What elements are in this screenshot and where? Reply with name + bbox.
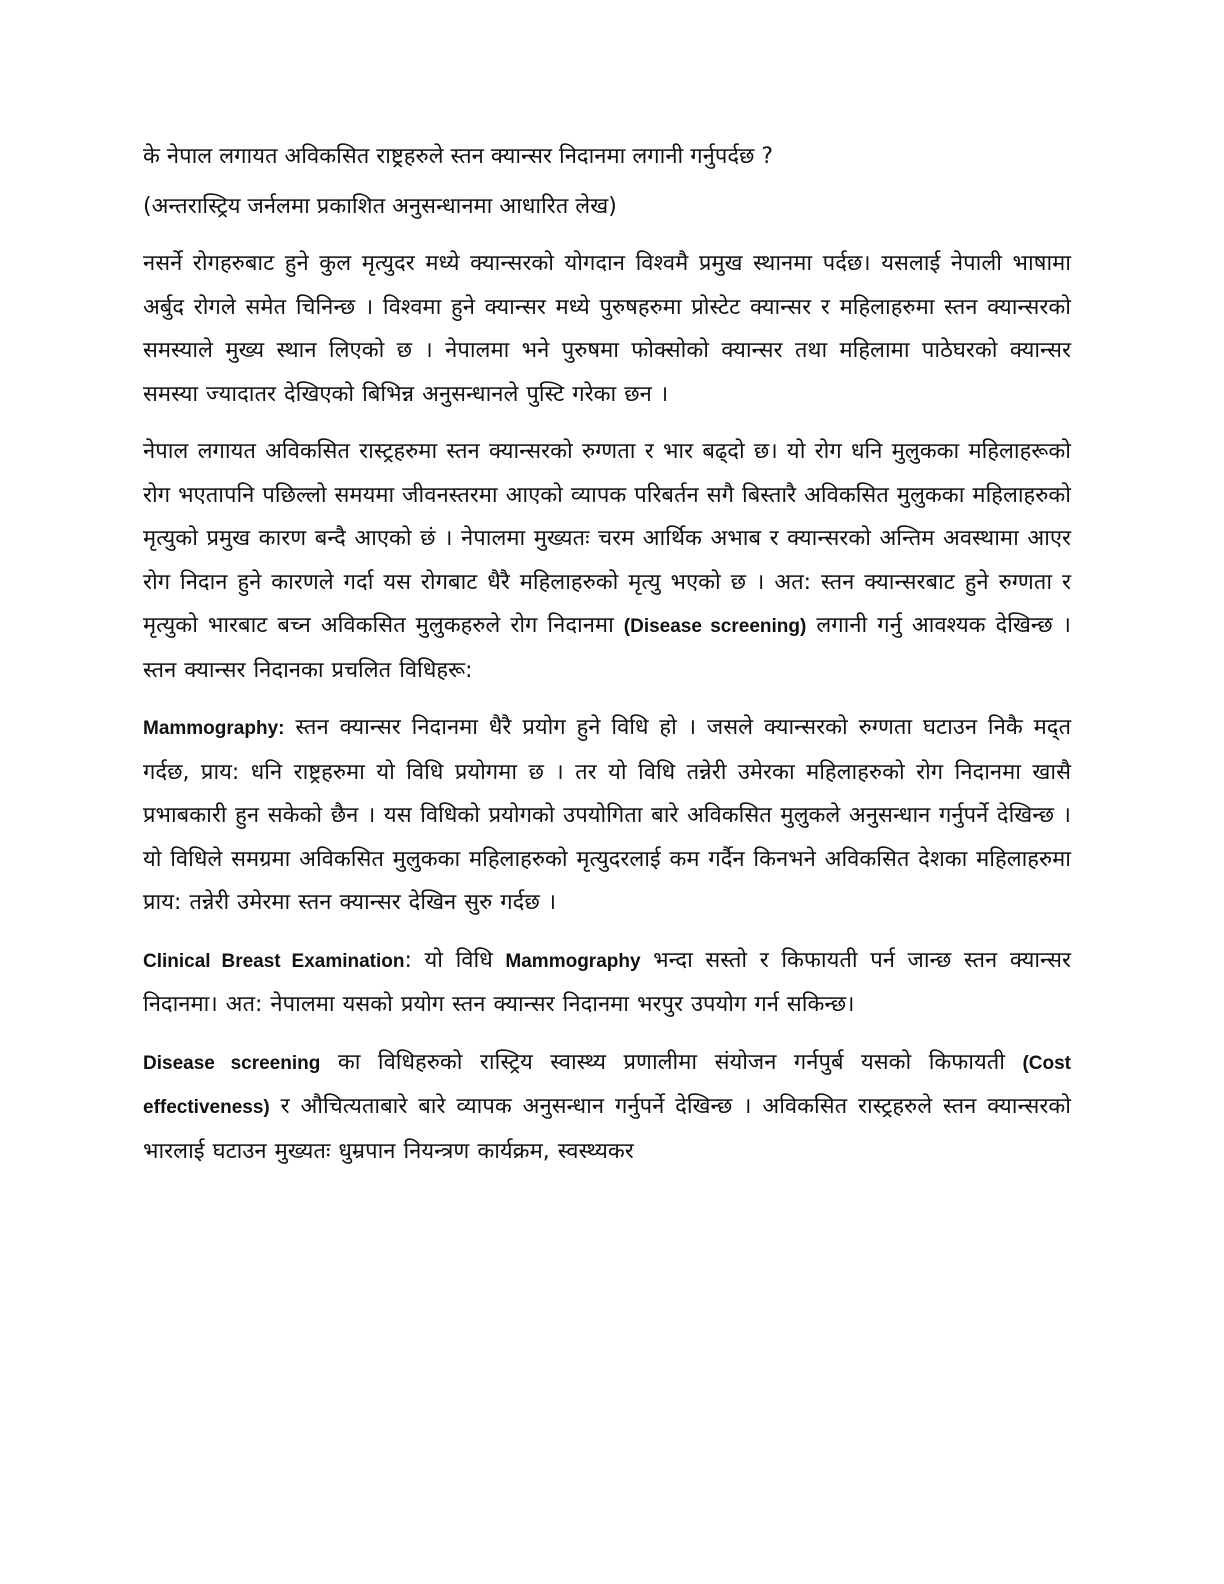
term-cost-effectiveness: (Cost effectiveness) (143, 1052, 1071, 1118)
paragraph-burden-text-b: लगानी गर्नु आवश्यक देखिन्छ । स्तन क्यान्सर निदानका प्रचलित विधिहरू: (143, 613, 1071, 683)
document-title: के नेपाल लगायत अविकसित राष्ट्रहरुले स्तन क्यान्सर निदानमा लगानी गर्नुपर्दछ ? (143, 144, 774, 169)
paragraph-burden-text-a: नेपाल लगायत अविकसित रास्ट्रहरुमा स्तन क्यान्सरको रुग्णता र भार बढ्दो छ। यो रोग धनि मुलुकका महिलाहरूको रोग भएतापनि पछिल्लो समयमा जीवनस्तरमा आएको व्यापक परिबर्तन सगै बिस्तारै अविकसित मुलुकका महिलाहरुको मृत्युको प्रमुख कारण बन्दै आएको छं । नेपालमा मुख्यतः चरम आर्थिक अभाब र क्यान्सरको अन्तिम अवस्थामा आएर रोग निदान हुने कारणले गर्दा यस रोगबाट धैरै महिलाहरुको मृत्यु भएको छ । अत: स्तन क्यान्सरबाट हुने रुग्णता र मृत्युको भारबाट बच्न अविकसित मुलुकहरुले रोग निदानमा (143, 439, 1071, 638)
term-disease-screening: (Disease screening) (623, 616, 807, 637)
paragraph-screening-integration-text-a: का विधिहरुको रास्ट्रिय स्वास्थ्य प्रणालीमा संयोजन गर्नपुर्ब यसको किफायती (337, 1049, 1005, 1075)
term-clinical-breast-examination: Clinical Breast Examination (143, 950, 405, 972)
paragraph-burden (143, 430, 1071, 692)
term-disease-screening-2: Disease screening (143, 1052, 321, 1074)
paragraph-clinical-exam-text-b: भन्दा सस्तो र किफायती पर्न जान्छ स्तन क्यान्सर निदानमा। अत: नेपालमा यसको प्रयोग स्तन क्यान्सर निदानमा भरपुर उपयोग गर्न सकिन्छ। (143, 947, 1072, 1017)
paragraph-screening-integration-text-b: र औचित्यताबारे बारे व्यापक अनुसन्धान गर्नुपर्ने देखिन्छ । अविकसित रास्ट्रहरुले स्तन क्यान्सरको भारलाई घटाउन मुख्यतः धुम्रपान नियन्त्रण कार्यक्रम, स्वस्थ्यकर (143, 1094, 1071, 1164)
paragraph-clinical-exam (143, 939, 1071, 1027)
document-page (143, 140, 1071, 1187)
paragraph-screening-integration (143, 1041, 1071, 1174)
paragraph-intro: नसर्ने रोगहरुबाट हुने कुल मृत्युदर मध्ये क्यान्सरको योगदान विश्वमै प्रमुख स्थानमा पर्दछ। यसलाई नेपाली भाषामा अर्बुद रोगले समेत चिनिन्छ । विश्वमा हुने क्यान्सर मध्ये पुरुषहरुमा प्रोस्टेट क्यान्सर र महिलाहरुमा स्तन क्यान्सरको समस्याले मुख्य स्थान लिएको छ । नेपालमा भने पुरुषमा फोक्सोको क्यान्सर तथा महिलामा पाठेघरको क्यान्सर समस्या ज्यादातर देखिएको बिभिन्न अनुसन्धानले पुस्टि गरेका छन । (143, 251, 1071, 407)
term-mammography-inline: Mammography (505, 950, 641, 972)
paragraph-mammography-text: स्तन क्यान्सर निदानमा धैरै प्रयोग हुने विधि हो । जसले क्यान्सरको रुग्णता घटाउन निकै मद्त गर्दछ, प्राय: धनि राष्ट्रहरुमा यो विधि प्रयोगमा छ । तर यो विधि तन्नेरी उमेरका महिलाहरुको रोग निदानमा खासै प्रभाबकारी हुन सकेको छैन । यस विधिको प्रयोगको उपयोगिता बारे अविकसित मुलुकले अनुसन्धान गर्नुपर्ने देखिन्छ । यो विधिले समग्रमा अविकसित मुलुकका महिलाहरुको मृत्युदरलाई कम गर्दैन किनभने अविकसित देशका महिलाहरुमा प्राय: तन्नेरी उमेरमा स्तन क्यान्सर देखिन सुरु गर्दछ । (143, 715, 1072, 915)
term-mammography: Mammography: (143, 718, 285, 739)
document-subtitle: (अन्तरास्ट्रिय जर्नलमा प्रकाशित अनुसन्धानमा आधारित लेख) (143, 194, 617, 219)
paragraph-mammography (143, 706, 1071, 925)
paragraph-clinical-exam-text-a: : यो विधि (404, 947, 493, 973)
